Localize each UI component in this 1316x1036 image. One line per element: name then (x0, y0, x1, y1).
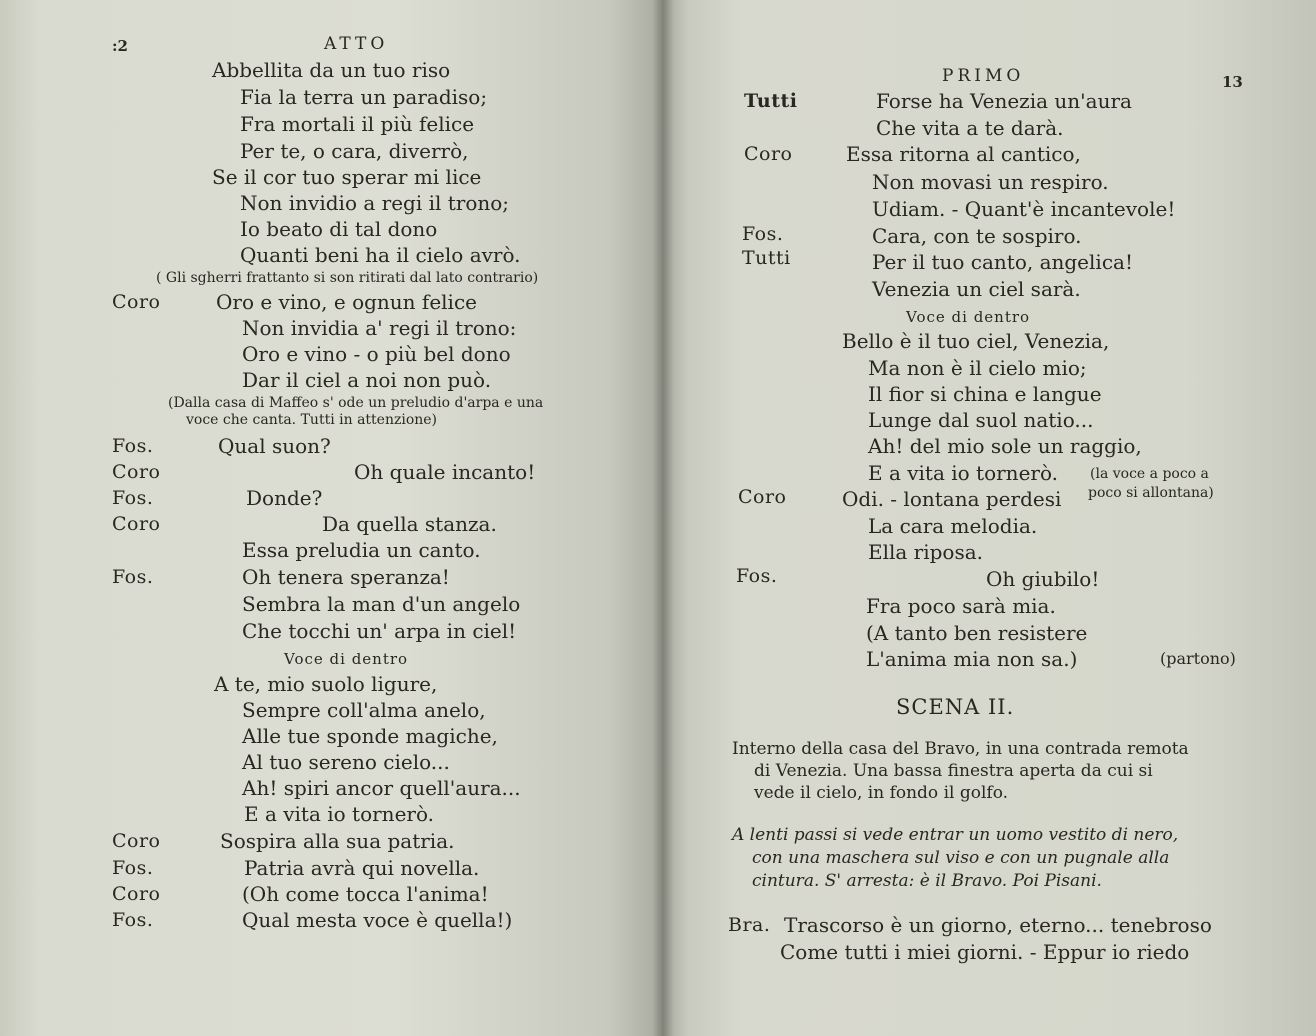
stage-direction: (la voce a poco a (1090, 466, 1209, 482)
verse-line: Qual suon? (218, 434, 331, 458)
stage-direction: (partono) (1160, 649, 1236, 668)
voice-heading: Voce di dentro (906, 308, 1031, 326)
verse-line: Ma non è il cielo mio; (868, 356, 1087, 380)
verse-line: Cara, con te sospiro. (872, 224, 1082, 248)
verse-line: Oro e vino, e ognun felice (216, 290, 477, 314)
verse-line: Donde? (246, 486, 323, 510)
verse-line: Io beato di tal dono (240, 217, 438, 241)
verse-line: Se il cor tuo sperar mi lice (212, 165, 482, 189)
verse-line: Sempre coll'alma anelo, (242, 698, 486, 722)
verse-line: Al tuo sereno cielo... (242, 750, 450, 774)
verse-line: Odi. - lontana perdesi (842, 487, 1062, 511)
verse-line: Patria avrà qui novella. (244, 856, 480, 880)
verse-line: Venezia un ciel sarà. (872, 277, 1081, 301)
verse-line: Oro e vino - o più bel dono (242, 342, 511, 366)
speaker-label: Coro (112, 291, 161, 313)
speaker-label: Coro (738, 486, 787, 508)
speaker-label: Coro (112, 513, 161, 535)
verse-line: Fra poco sarà mia. (866, 594, 1056, 618)
speaker-label: Bra. (728, 914, 771, 936)
speaker-label: Coro (112, 883, 161, 905)
speaker-label: Tutti (744, 90, 798, 112)
page-number: 13 (1222, 73, 1243, 91)
verse-line: Ah! spiri ancor quell'aura... (242, 776, 521, 800)
verse-line: Essa preludia un canto. (242, 538, 481, 562)
verse-line: E a vita io tornerò. (868, 461, 1059, 485)
verse-line: Qual mesta voce è quella!) (242, 908, 513, 932)
verse-line: Udiam. - Quant'è incantevole! (872, 197, 1176, 221)
verse-line: Che vita a te darà. (876, 116, 1064, 140)
stage-direction: voce che canta. Tutti in attenzione) (186, 412, 438, 428)
speaker-label: Fos. (112, 435, 154, 457)
speaker-label: Fos. (736, 565, 778, 587)
verse-line: Non invidia a' regi il trono: (242, 316, 517, 340)
verse-line: A te, mio suolo ligure, (214, 672, 438, 696)
speaker-label: Fos. (742, 223, 784, 245)
verse-line: Il fior si china e langue (868, 382, 1102, 406)
page-header: PRIMO (942, 66, 1025, 86)
scene-description: Interno della casa del Bravo, in una contrada remota (732, 739, 1189, 759)
verse-line: Dar il ciel a noi non può. (242, 368, 492, 392)
verse-line: Da quella stanza. (322, 512, 497, 536)
speaker-label: Tutti (742, 247, 791, 269)
stage-direction: (Dalla casa di Maffeo s' ode un preludio d'arpa e una (168, 395, 544, 411)
stage-direction: poco si allontana) (1088, 485, 1214, 501)
speaker-label: Fos. (112, 566, 154, 588)
verse-line: Lunge dal suol natio... (868, 408, 1094, 432)
book-gutter (652, 0, 674, 1036)
verse-line: Fra mortali il più felice (240, 112, 475, 136)
speaker-label: Coro (744, 143, 793, 165)
page-number: :2 (112, 37, 128, 55)
speaker-label: Coro (112, 461, 161, 483)
page-header: ATTO (324, 34, 389, 54)
scene-description: vede il cielo, in fondo il golfo. (754, 783, 1009, 803)
verse-line: Forse ha Venezia un'aura (876, 89, 1132, 113)
stage-direction: cintura. S' arresta: è il Bravo. Poi Pisani. (752, 871, 1102, 891)
verse-line: Come tutti i miei giorni. - Eppur io riedo (780, 940, 1190, 964)
verse-line: E a vita io tornerò. (244, 802, 435, 826)
scene-description: di Venezia. Una bassa finestra aperta da cui si (754, 761, 1153, 781)
verse-line: Fia la terra un paradiso; (240, 85, 488, 109)
verse-line: Alle tue sponde magiche, (242, 724, 498, 748)
verse-line: Sembra la man d'un angelo (242, 592, 521, 616)
verse-line: Oh quale incanto! (354, 460, 536, 484)
verse-line: Oh tenera speranza! (242, 565, 450, 589)
verse-line: Abbellita da un tuo riso (212, 58, 451, 82)
verse-line: Per te, o cara, diverrò, (240, 139, 469, 163)
stage-direction: con una maschera sul viso e con un pugnale alla (752, 848, 1170, 868)
verse-line: Ah! del mio sole un raggio, (868, 434, 1142, 458)
right-page (662, 0, 1316, 1036)
speaker-label: Fos. (112, 857, 154, 879)
verse-line: Che tocchi un' arpa in ciel! (242, 619, 517, 643)
speaker-label: Fos. (112, 487, 154, 509)
verse-line: Per il tuo canto, angelica! (872, 250, 1133, 274)
stage-direction: A lenti passi si vede entrar un uomo vestito di nero, (732, 825, 1179, 845)
verse-line: Essa ritorna al cantico, (846, 142, 1081, 166)
voice-heading: Voce di dentro (284, 650, 409, 668)
verse-line: Ella riposa. (868, 540, 984, 564)
verse-line: (A tanto ben resistere (866, 621, 1088, 645)
verse-line: Non invidio a regi il trono; (240, 191, 510, 215)
verse-line: Trascorso è un giorno, eterno... tenebroso (784, 913, 1212, 937)
verse-line: Bello è il tuo ciel, Venezia, (842, 329, 1110, 353)
verse-line: Non movasi un respiro. (872, 170, 1109, 194)
stage-direction: ( Gli sgherri frattanto si son ritirati dal lato contrario) (156, 270, 539, 286)
verse-line: (Oh come tocca l'anima! (242, 882, 489, 906)
verse-line: L'anima mia non sa.) (866, 647, 1078, 671)
verse-line: Quanti beni ha il cielo avrò. (240, 243, 521, 267)
verse-line: Oh giubilo! (986, 567, 1100, 591)
verse-line: Sospira alla sua patria. (220, 829, 455, 853)
scene-title: SCENA II. (896, 695, 1015, 719)
verse-line: La cara melodia. (868, 514, 1038, 538)
speaker-label: Coro (112, 830, 161, 852)
speaker-label: Fos. (112, 909, 154, 931)
